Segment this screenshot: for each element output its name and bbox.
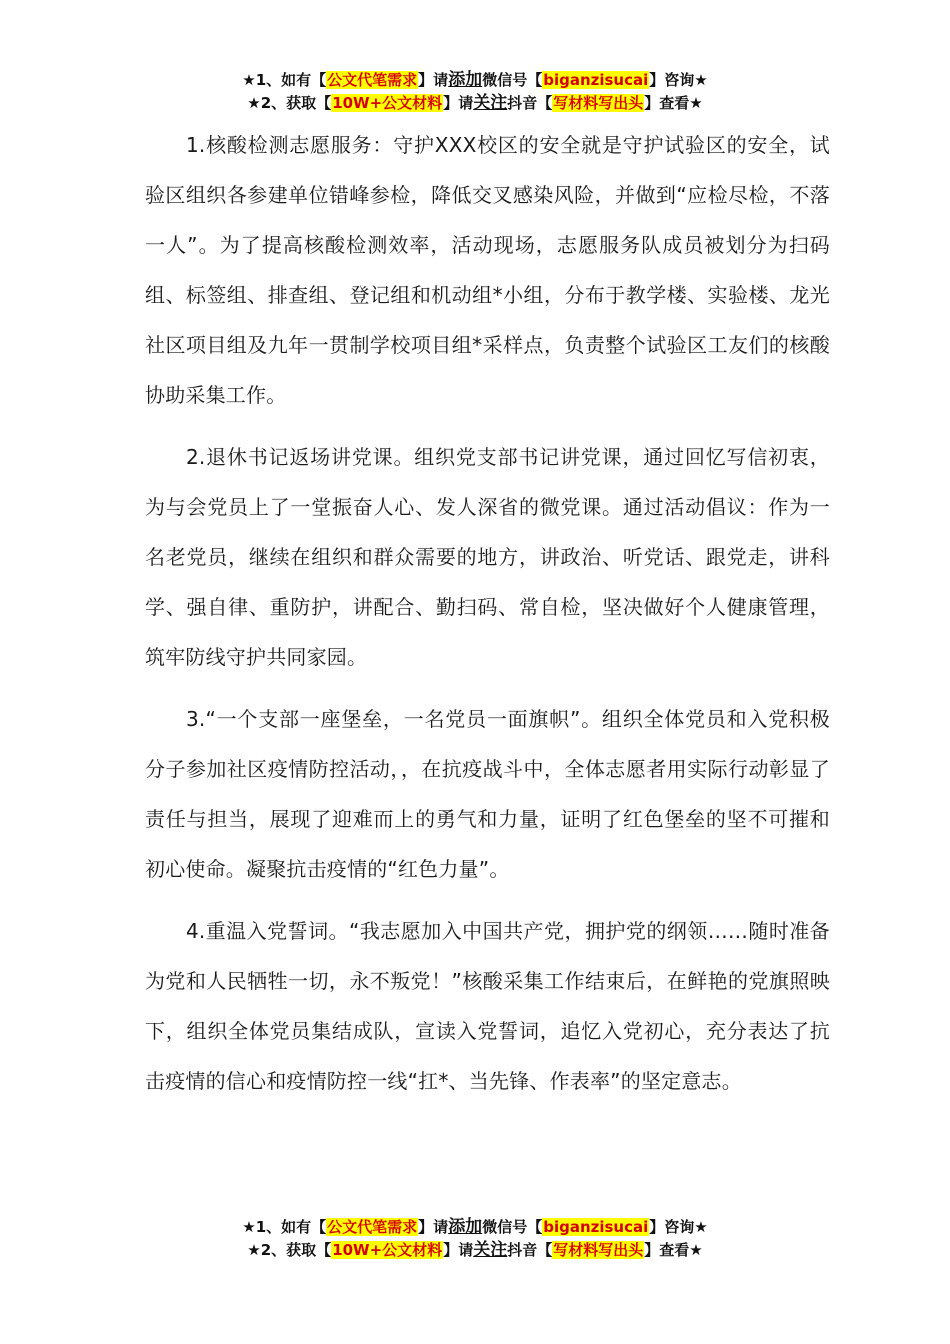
banner-text: ★2、获取【 [247, 1241, 332, 1259]
banner-text: 】请 [443, 94, 474, 112]
banner-line-2 [0, 92, 950, 115]
highlight-douyin: 写材料写出头 [553, 1241, 644, 1259]
banner-text: 】查看★ [644, 94, 703, 112]
emphasis-add: 添加 [448, 70, 483, 90]
highlight-service: 公文代笔需求 [327, 1218, 418, 1236]
banner-text: ★2、获取【 [247, 94, 332, 112]
banner-text: 】咨询★ [649, 71, 708, 89]
banner-text: 】请 [418, 71, 449, 89]
banner-text: 】请 [443, 1241, 474, 1259]
banner-text: ★1、如有【 [242, 71, 327, 89]
footer-banner [0, 1216, 950, 1262]
highlight-wechat-id: biganzisucai [543, 1218, 649, 1236]
emphasis-add: 添加 [448, 1217, 483, 1237]
banner-text: 】咨询★ [649, 1218, 708, 1236]
highlight-materials: 10W+公文材料 [332, 1241, 443, 1259]
emphasis-follow: 关注 [473, 1240, 508, 1260]
highlight-materials: 10W+公文材料 [332, 94, 443, 112]
banner-line-2 [0, 1239, 950, 1262]
paragraph-3: 3.“一个支部一座堡垒，一名党员一面旗帜”。组织全体党员和入党积极分子参加社区疫情防控活动，，在抗疫战斗中，全体志愿者用实际行动彰显了责任与担当，展现了迎难而上的勇气和力量，证明了红色堡垒的坚不可摧和初心使命。凝聚抗击疫情的“红色力量”。 [145, 707, 830, 881]
paragraph-2: 2.退休书记返场讲党课。组织党支部书记讲党课，通过回忆写信初衷，为与会党员上了一堂振奋人心、发人深省的微党课。通过活动倡议：作为一名老党员，继续在组织和群众需要的地方，讲政治、听党话、跟党走，讲科学、强自律、重防护，讲配合、勤扫码、常自检，坚决做好个人健康管理，筑牢防线守护共同家园。 [145, 445, 830, 669]
highlight-douyin: 写材料写出头 [553, 94, 644, 112]
paragraph-1: 1.核酸检测志愿服务：守护XXX校区的安全就是守护试验区的安全，试验区组织各参建单位错峰参检，降低交叉感染风险，并做到“应检尽检，不落一人”。为了提高核酸检测效率，活动现场，志愿服务队成员被划分为扫码组、标签组、排查组、登记组和机动组*小组，分布于教学楼、实验楼、龙光社区项目组及九年一贯制学校项目组*采样点，负责整个试验区工友们的核酸协助采集工作。 [145, 133, 830, 407]
document-body [145, 120, 830, 1118]
banner-text: 抖音【 [507, 94, 553, 112]
banner-text: 微信号【 [482, 1218, 543, 1236]
highlight-service: 公文代笔需求 [327, 71, 418, 89]
banner-text: 抖音【 [507, 1241, 553, 1259]
highlight-wechat-id: biganzisucai [543, 71, 649, 89]
banner-line-1 [0, 1216, 950, 1239]
banner-text: 】请 [418, 1218, 449, 1236]
banner-line-1 [0, 69, 950, 92]
header-banner [0, 69, 950, 115]
banner-text: 微信号【 [482, 71, 543, 89]
paragraph-4: 4.重温入党誓词。“我志愿加入中国共产党，拥护党的纲领……随时准备为党和人民牺牲一切，永不叛党！”核酸采集工作结束后，在鲜艳的党旗照映下，组织全体党员集结成队，宣读入党誓词，追忆入党初心，充分表达了抗击疫情的信心和疫情防控一线“扛*、当先锋、作表率”的坚定意志。 [145, 919, 830, 1093]
emphasis-follow: 关注 [473, 93, 508, 113]
banner-text: ★1、如有【 [242, 1218, 327, 1236]
banner-text: 】查看★ [644, 1241, 703, 1259]
